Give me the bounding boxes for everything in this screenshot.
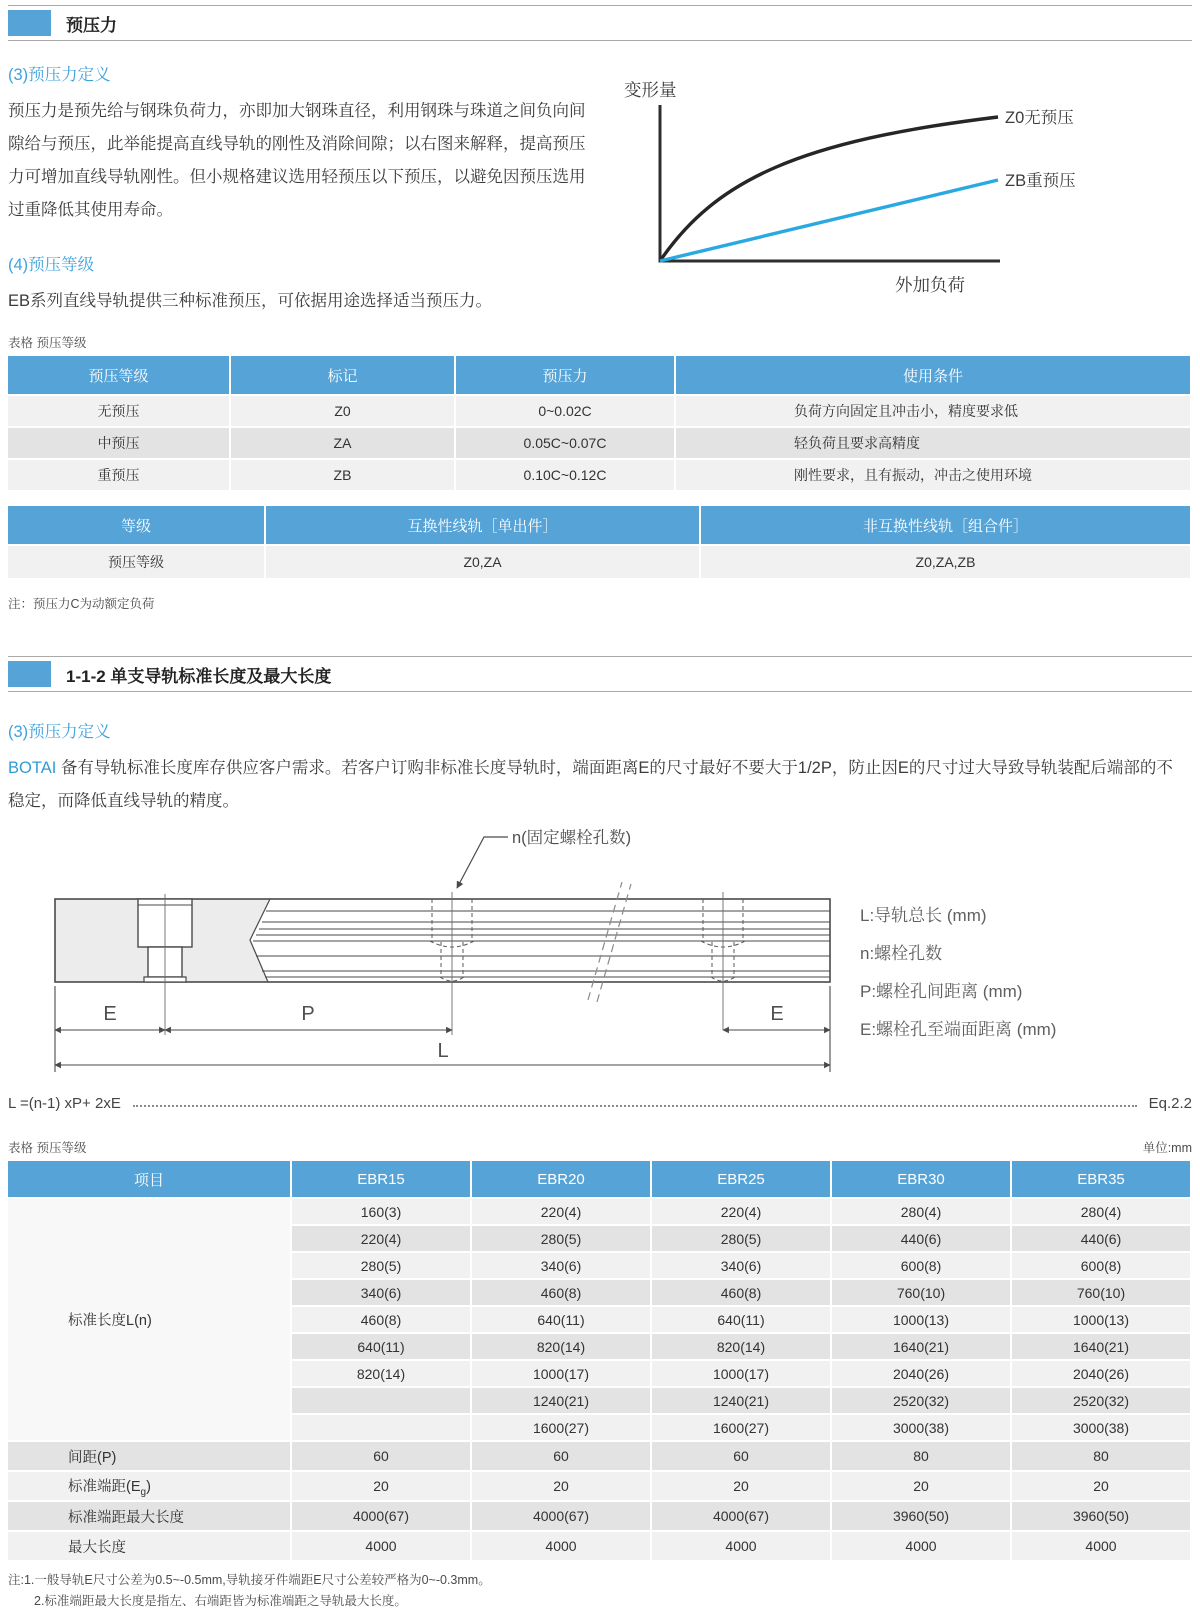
table1-col-grade: 预压等级 [8,356,230,395]
length-formula-row [8,1092,1192,1112]
table1-header-row [8,356,1191,395]
cell: 440(6) [1011,1225,1191,1252]
cell [291,1414,471,1441]
chart-y-axis-label: 变形量 [624,80,677,100]
table3-unit: 单位:mm [1142,1141,1192,1155]
cell: 0~0.02C [455,395,675,427]
table1-col-force: 预压力 [455,356,675,395]
table3-col-item: 项目 [8,1161,291,1198]
cell: 2520(32) [1011,1387,1191,1414]
cell: 3000(38) [1011,1414,1191,1441]
cell: 820(14) [651,1333,831,1360]
cell: 20 [651,1471,831,1501]
dim-l-label: L [437,1040,449,1062]
formula-equation-number: Eq.2.2 [1148,1095,1192,1112]
cell: 1640(21) [831,1333,1011,1360]
length-formula: L =(n-1) xP+ 2xE [8,1095,121,1112]
dim-e-left-label: E [103,1003,117,1025]
cell: 2040(26) [1011,1360,1191,1387]
label-subscript: g [140,1486,147,1498]
legend-line-n: n:螺栓孔数 [860,944,943,963]
cell: 预压等级 [8,545,265,579]
table1-col-condition: 使用条件 [675,356,1191,395]
brand-name: BOTAI [8,759,57,777]
formula-dotted-leader [133,1104,1137,1107]
cell: 轻负荷且要求高精度 [675,427,1191,459]
standard-length-table [8,1161,1192,1562]
table3-caption-row [8,1138,1192,1156]
cell: 600(8) [831,1252,1011,1279]
cell: 80 [831,1441,1011,1471]
cell: ZB [230,459,455,491]
interchangeability-table [8,506,1192,580]
dim-p-label: P [301,1003,315,1025]
table3-note-2: 2.标准端距最大长度是指左、右端距皆为标准端距之导轨最大长度。 [34,1594,407,1608]
preload-definition-body: 预压力是预先给与钢珠负荷力，亦即加大钢珠直径，利用钢珠与珠道之间负向间隙给与预压，此举能提高直线导轨的刚性及消除间隙；以右图来解释，提高预压力可增加直线导轨刚性。但小规格建议选用轻预压以下预压，以避免因预压选用过重降低其使用寿命。 [8,102,586,219]
cell: 280(4) [831,1198,1011,1225]
section1-bar [8,5,1192,41]
cell: 460(8) [651,1279,831,1306]
cell: 340(6) [471,1252,651,1279]
chart-line-zb [660,180,998,261]
cell: 重预压 [8,459,230,491]
table2-col-grade: 等级 [8,506,265,545]
chart-series-z0-label: Z0无预压 [1005,109,1074,127]
table3-note-1: 注:1.一般导轨E尺寸公差为0.5~-0.5mm,导轨接牙件端距E尺寸公差较严格为0~-0.3mm。 [8,1573,491,1587]
break-lines [588,882,631,1002]
cell: 20 [291,1471,471,1501]
cell: 20 [1011,1471,1191,1501]
table-row [8,459,1191,491]
cell: 1240(21) [471,1387,651,1414]
cell: 460(8) [291,1306,471,1333]
cell: 640(11) [471,1306,651,1333]
standard-length-label: 标准长度L(n) [8,1198,291,1441]
intro-block [8,61,1192,311]
cell: 2520(32) [831,1387,1011,1414]
cell: 820(14) [471,1333,651,1360]
row-label-pitch: 间距(P) [8,1441,291,1471]
cell: 无预压 [8,395,230,427]
cell: 640(11) [291,1333,471,1360]
callout-label: n(固定螺栓孔数) [512,829,632,847]
cell: 中预压 [8,427,230,459]
cell: 3000(38) [831,1414,1011,1441]
preload-grade-table [8,356,1192,492]
table2-col-interchangeable: 互换性线轨［单出件］ [265,506,700,545]
cell: 1000(13) [1011,1306,1191,1333]
row-label-standard-end [8,1471,291,1501]
cell: 280(4) [1011,1198,1191,1225]
chart-series-zb-label: ZB重预压 [1005,172,1076,190]
table-row [8,545,1191,579]
table3-header-row [8,1161,1191,1198]
cell: 340(6) [291,1279,471,1306]
section2-blue-chip [8,661,51,687]
cell: 20 [471,1471,651,1501]
table-row [8,1471,1191,1501]
dimension-labels [103,1003,783,1062]
cell: 1000(17) [471,1360,651,1387]
table-row [8,1441,1191,1471]
table3-col-ebr35: EBR35 [1011,1161,1191,1198]
cell: 刚性要求，且有振动，冲击之使用环境 [675,459,1191,491]
rail-side-view [55,882,830,1035]
cell: 1240(21) [651,1387,831,1414]
cell: 80 [1011,1441,1191,1471]
deformation-load-chart-svg [608,63,1160,308]
cell: 460(8) [471,1279,651,1306]
legend-line-e: E:螺栓孔至端面距离 (mm) [860,1020,1057,1039]
cell: 3960(50) [1011,1501,1191,1531]
preload-grade-heading: (4)预压等级 [8,256,95,274]
cell: 4000 [291,1531,471,1561]
cell: 60 [291,1441,471,1471]
cell: 4000(67) [291,1501,471,1531]
diagram-legend [860,906,1056,1039]
preload-definition-heading: (3)预压力定义 [8,66,111,84]
cell: 820(14) [291,1360,471,1387]
table3-col-ebr15: EBR15 [291,1161,471,1198]
section2-bar [8,656,1192,692]
row-label-max-length: 最大长度 [8,1531,291,1561]
cell: 280(5) [291,1252,471,1279]
section2-body [8,752,1188,818]
section1-title: 预压力 [66,15,117,35]
section2-heading: (3)预压力定义 [8,723,111,741]
cell: 0.10C~0.12C [455,459,675,491]
section2-body-text: 备有导轨标准长度库存供应客户需求。若客户订购非标准长度导轨时，端面距离E的尺寸最好不要大于1/2P，防止因E的尺寸过大导致导轨装配后端部的不稳定，而降低直线导轨的精度。 [8,759,1173,810]
legend-line-l: L:导轨总长 (mm) [860,906,987,925]
cell: 1000(17) [651,1360,831,1387]
chart-x-axis-label: 外加负荷 [895,275,965,295]
cell: 4000 [651,1531,831,1561]
cell: 1600(27) [471,1414,651,1441]
cell: Z0,ZA,ZB [700,545,1191,579]
cell: 1640(21) [1011,1333,1191,1360]
table3-col-ebr20: EBR20 [471,1161,651,1198]
section1-blue-chip [8,10,51,36]
cell: 760(10) [1011,1279,1191,1306]
table2-header-row [8,506,1191,545]
bolt-count-callout [457,828,631,888]
table2-col-noninterchangeable: 非互换性线轨［组合件］ [700,506,1191,545]
cell: 2040(26) [831,1360,1011,1387]
cell: 760(10) [831,1279,1011,1306]
cell: 负荷方向固定且冲击小，精度要求低 [675,395,1191,427]
note-dynamic-load: 注：预压力C为动额定负荷 [8,597,155,611]
cell: 280(5) [651,1225,831,1252]
cell: 1600(27) [651,1414,831,1441]
legend-line-p: P:螺栓孔间距离 (mm) [860,982,1023,1001]
cell: 1000(13) [831,1306,1011,1333]
table-row [8,1198,1191,1225]
cell: 4000(67) [651,1501,831,1531]
cell: 640(11) [651,1306,831,1333]
rail-length-diagram [40,820,1200,1086]
preload-grade-body: EB系列直线导轨提供三种标准预压，可依据用途选择适当预压力。 [8,292,493,310]
intro-text-column [8,61,608,311]
dim-e-right-label: E [770,1003,784,1025]
cell: 280(5) [471,1225,651,1252]
table-row [8,1531,1191,1561]
table3-col-ebr25: EBR25 [651,1161,831,1198]
table3-caption: 表格 预压等级 [8,1141,87,1155]
chart-axes [660,105,1000,261]
cell: 3960(50) [831,1501,1011,1531]
table1-caption: 表格 预压等级 [8,336,87,350]
cell [291,1387,471,1414]
cell: 4000(67) [471,1501,651,1531]
cell: 20 [831,1471,1011,1501]
table3-col-ebr30: EBR30 [831,1161,1011,1198]
label-text: 标准端距(E [68,1478,141,1495]
cell: 440(6) [831,1225,1011,1252]
deformation-chart [608,61,1192,311]
cell: 220(4) [471,1198,651,1225]
cell: 220(4) [291,1225,471,1252]
cell: 0.05C~0.07C [455,427,675,459]
cell: ZA [230,427,455,459]
cell: 60 [651,1441,831,1471]
section2-title: 1-1-2 单支导轨标准长度及最大长度 [66,666,332,686]
cell: 60 [471,1441,651,1471]
table-row [8,427,1191,459]
cell: 4000 [831,1531,1011,1561]
cell: Z0 [230,395,455,427]
cell: Z0,ZA [265,545,700,579]
table1-col-mark: 标记 [230,356,455,395]
cell: 4000 [1011,1531,1191,1561]
cell: 160(3) [291,1198,471,1225]
cell: 600(8) [1011,1252,1191,1279]
row-label-standard-end-max-length: 标准端距最大长度 [8,1501,291,1531]
cell: 340(6) [651,1252,831,1279]
chart-curve-z0 [660,117,998,261]
table-row [8,1501,1191,1531]
label-text: ) [146,1478,151,1495]
cell: 220(4) [651,1198,831,1225]
table-row [8,395,1191,427]
cell: 4000 [471,1531,651,1561]
